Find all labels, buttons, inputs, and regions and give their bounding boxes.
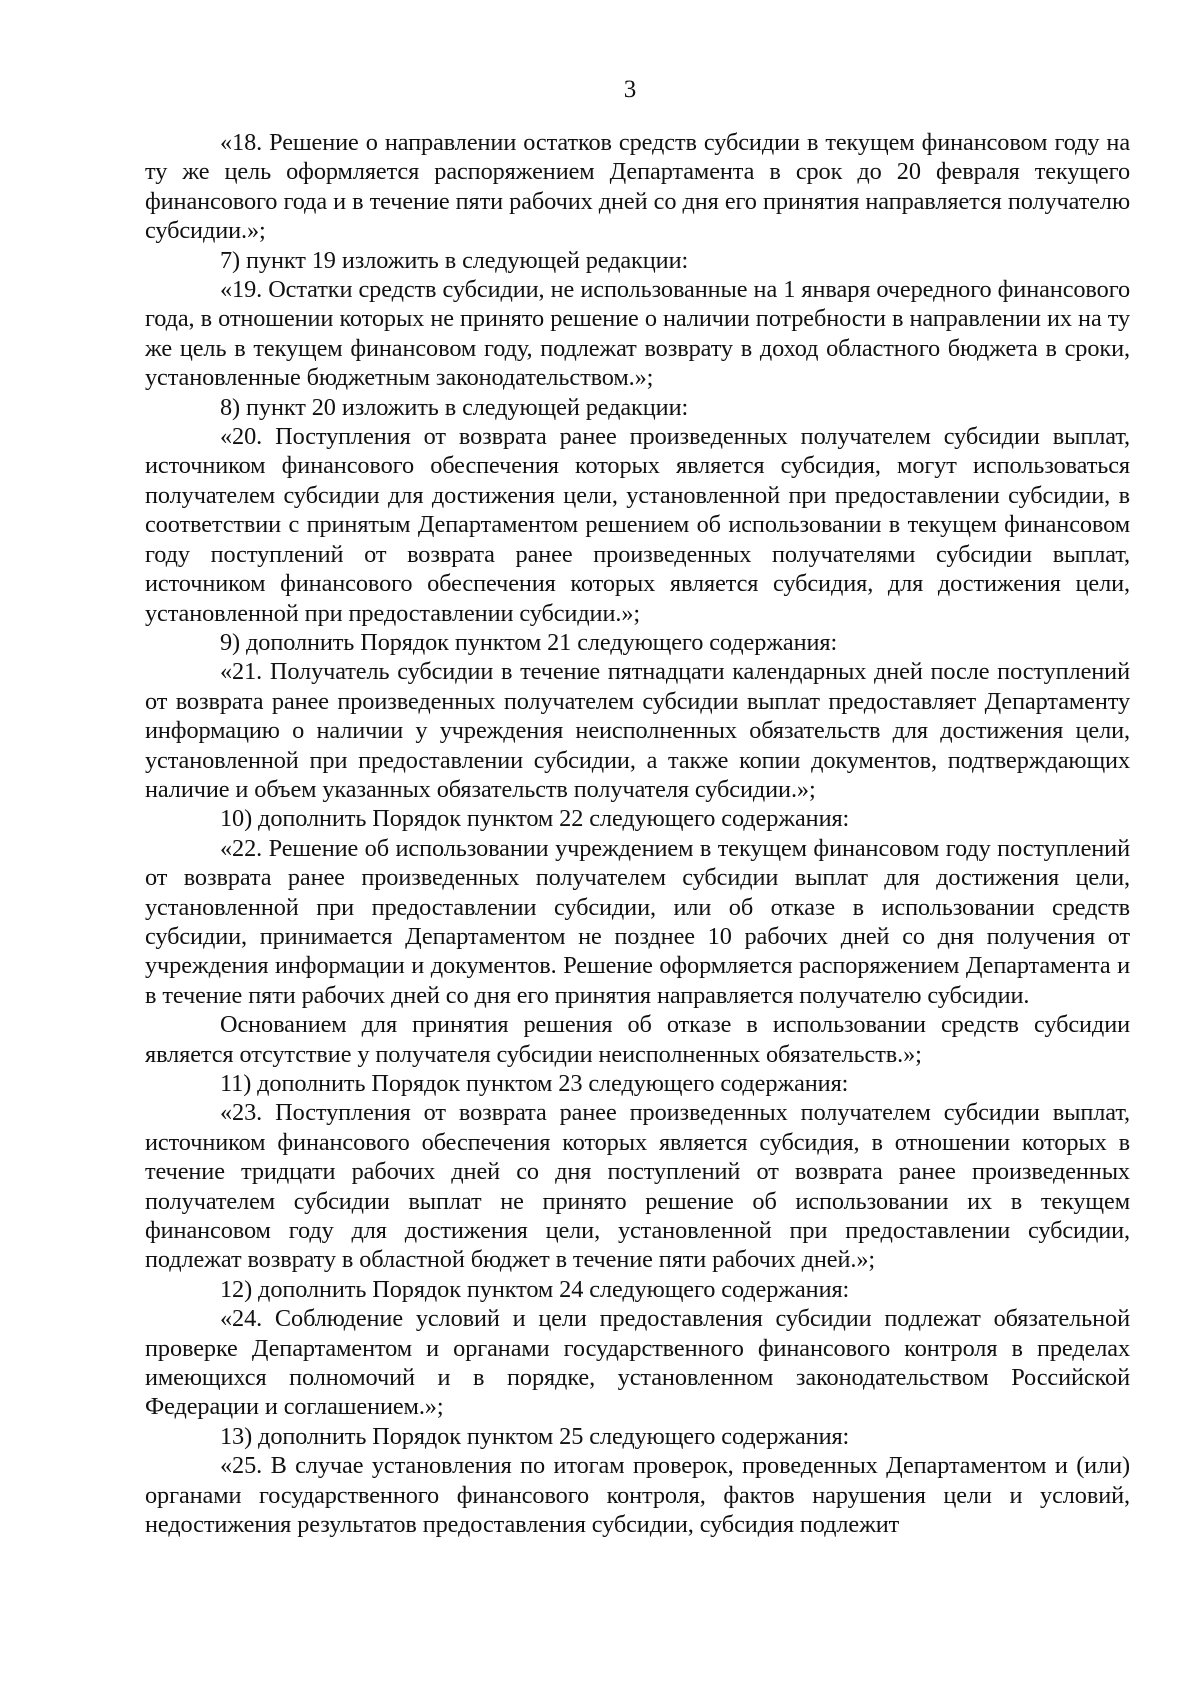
- amendment-item-7: 7) пункт 19 изложить в следующей редакции:: [220, 246, 689, 274]
- amendment-item-8: 8) пункт 20 изложить в следующей редакции:: [220, 393, 689, 421]
- paragraph-20: «20. Поступления от возврата ранее произведенных получателем субсидии выплат, источником финансового обеспечения которых является субсидия, могут использоваться получателем субсидии для достижения цели, установленной при предоставлении субсидии, в соответствии с принятым Департаментом решением об использовании в текущем финансовом году поступлений от возврата ранее произведенных получателями субсидии выплат, источником финансового обеспечения которых является субсидия, для достижения цели, установленной при предоставлении субсидии.»;: [145, 423, 1130, 627]
- amendment-item-11: 11) дополнить Порядок пунктом 23 следующего содержания:: [220, 1070, 849, 1097]
- amendment-item-12: 12) дополнить Порядок пунктом 24 следующего содержания:: [220, 1275, 850, 1303]
- paragraph-18: «18. Решение о направлении остатков средств субсидии в текущем финансовом году на ту же цель оформляется распоряжением Департамента в срок до 20 февраля текущего финансового года и в течение пяти рабочих дней со дня его принятия направляется получателю субсидии.»;: [145, 129, 1130, 245]
- page-number: 3: [623, 76, 637, 103]
- paragraph-21: «21. Получатель субсидии в течение пятнадцати календарных дней после поступлений от возврата ранее произведенных получателем субсидии выплат предоставляет Департаменту информацию о наличии у учреждения неисполненных обязательств для достижения цели, установленной при предоставлении субсидии, а также копии документов, подтверждающих наличие и объем указанных обязательств получателя субсидии.»;: [145, 658, 1130, 803]
- paragraph-19: «19. Остатки средств субсидии, не использованные на 1 января очередного финансового года, в отношении которых не принято решение о наличии потребности в направлении их на ту же цель в текущем финансовом году, подлежат возврату в доход областного бюджета в сроки, установленные бюджетным законодательством.»;: [145, 276, 1130, 392]
- paragraph-23: «23. Поступления от возврата ранее произведенных получателем субсидии выплат, источником финансового обеспечения которых является субсидия, в отношении которых в течение тридцати рабочих дней со дня поступлений от возврата ранее произведенных получателем субсидии выплат не принято решение об использовании их в текущем финансовом году для достижения цели, установленной при предоставлении субсидии, подлежат возврату в областной бюджет в течение пяти рабочих дней.»;: [145, 1099, 1130, 1274]
- paragraph-24: «24. Соблюдение условий и цели предоставления субсидии подлежат обязательной проверке Департаментом и органами государственного финансового контроля в пределах имеющихся полномочий и в порядке, установленном законодательством Российской Федерации и соглашением.»;: [145, 1305, 1130, 1421]
- amendment-item-10: 10) дополнить Порядок пунктом 22 следующего содержания:: [220, 805, 850, 833]
- paragraph-22-continuation: Основанием для принятия решения об отказе в использовании средств субсидии является отсутствие у получателя субсидии неисполненных обязательств.»;: [145, 1011, 1130, 1068]
- paragraph-25: «25. В случае установления по итогам проверок, проведенных Департаментом и (или) органами государственного финансового контроля, фактов нарушения цели и условий, недостижения результатов предоставления субсидии, субсидия подлежит: [145, 1452, 1130, 1539]
- amendment-item-9: 9) дополнить Порядок пунктом 21 следующего содержания:: [220, 628, 838, 656]
- paragraph-22: «22. Решение об использовании учреждением в текущем финансовом году поступлений от возврата ранее произведенных получателем субсидии выплат для достижения цели, установленной при предоставлении субсидии, или об отказе в использовании средств субсидии, принимается Департаментом не позднее 10 рабочих дней со дня получения от учреждения информации и документов. Решение оформляется распоряжением Департамента и в течение пяти рабочих дней со дня его принятия направляется получателю субсидии.: [145, 834, 1130, 1009]
- amendment-item-13: 13) дополнить Порядок пунктом 25 следующего содержания:: [220, 1422, 850, 1450]
- document-body: [145, 128, 1130, 1540]
